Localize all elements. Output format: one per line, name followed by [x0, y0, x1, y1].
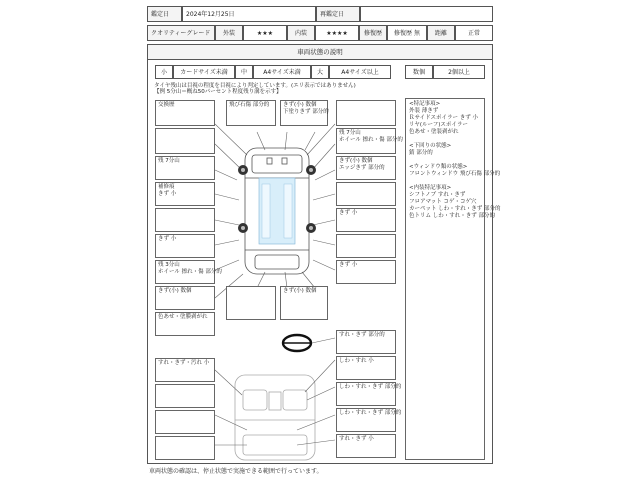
- interior-box-i4: しわ・すれ・きず 部分的: [336, 382, 396, 406]
- damage-box-r6: [336, 234, 396, 258]
- count-label: 数個: [405, 65, 433, 79]
- interior-box-i5: しわ・すれ・きず 部分的: [336, 408, 396, 432]
- damage-box-r3: きず(小) 数個 エッジきず 部分的: [336, 156, 396, 180]
- size-medium-label: 中: [235, 65, 253, 79]
- reappraisal-date-label: 再鑑定日: [316, 6, 360, 22]
- damage-box-l2: [155, 128, 215, 154]
- interior-box-i8: [155, 410, 215, 434]
- exterior-rating: ★★★: [243, 25, 287, 41]
- count-value: 2個以上: [433, 65, 485, 79]
- tire-note-2: 【例 5分山＝概ね50パーセント程度残り溝を示す】: [154, 89, 282, 95]
- interior-box-i1: すれ・きず 部分的: [336, 330, 396, 354]
- damage-box-r1: [336, 100, 396, 126]
- damage-box-l3: 残 7分山: [155, 156, 215, 180]
- damage-box-t1: 飛び石傷 部分的: [226, 100, 276, 126]
- repair-history-label: 修復歴: [359, 25, 387, 41]
- damage-box-l6: きず 小: [155, 234, 215, 258]
- damage-box-t2: きず(小) 数個 下塗りきず 部分的: [280, 100, 328, 126]
- size-large-label: 大: [311, 65, 329, 79]
- damage-box-r5: きず 小: [336, 208, 396, 232]
- exterior-label: 外装: [215, 25, 243, 41]
- damage-box-l9: 色あせ・塗膜剥がれ: [155, 312, 215, 336]
- damage-box-r4: [336, 182, 396, 206]
- remarks-panel: <特記事項> 外装 薄きず Ｒサイドスポイラー きず 小 リヤ(ルーフ)スポイラー 色あせ・塗装剥がれ <下回りの状態> 錆 部分的 <ウィンドウ類の状態> フロントウィンドウ 飛び石傷 部分的 <内装特記事項> シフトノブ すれ・きず フロアマット コゲ・コゲ穴 カーペット しわ・すれ・きず 部分的 色トリム しわ・すれ・きず 部分的: [405, 98, 485, 460]
- size-large-value: A4サイズ以上: [329, 65, 391, 79]
- tire-note-1: タイヤ残山は目視の程度を目視により判定しています。(エリ表示ではありません): [154, 83, 356, 89]
- footer-note: 車両状態の確認は、停止状態で実施できる範囲で行っています。: [149, 468, 323, 475]
- odometer-label: 距離: [427, 25, 455, 41]
- section-title: 車両状態の説明: [147, 44, 493, 60]
- damage-box-b3: きず(小) 数個: [280, 286, 328, 320]
- damage-box-l1: 交換歴: [155, 100, 215, 126]
- interior-box-i2: しわ・すれ 小: [336, 356, 396, 380]
- damage-box-l4: 補修痕 きず 小: [155, 182, 215, 206]
- interior-rating: ★★★★: [315, 25, 359, 41]
- interior-box-i7: [155, 384, 215, 408]
- interior-label: 内装: [287, 25, 315, 41]
- size-small-label: 小: [155, 65, 173, 79]
- reappraisal-date-value: [360, 6, 493, 22]
- damage-box-r7: きず 小: [336, 260, 396, 284]
- damage-box-l5: [155, 208, 215, 232]
- quality-grade-label: クオリティーグレード: [147, 25, 215, 41]
- damage-box-r2: 残 7分山 ホイール 擦れ・傷 部分的: [336, 128, 396, 154]
- damage-box-b1: [226, 286, 276, 320]
- size-small-value: カードサイズ未満: [173, 65, 235, 79]
- interior-box-i6: すれ・きず 小: [336, 434, 396, 458]
- damage-box-l7: 残 3分山 ホイール 擦れ・傷 部分的: [155, 260, 215, 284]
- interior-box-i3: すれ・きず・汚れ 小: [155, 358, 215, 382]
- damage-box-l8: きず(小) 数個: [155, 286, 215, 310]
- odometer-value: 正常: [455, 25, 493, 41]
- interior-box-i9: [155, 436, 215, 460]
- repair-history-value: 修復歴 無: [387, 25, 427, 41]
- appraisal-date-value: 2024年12月25日: [182, 6, 316, 22]
- appraisal-date-label: 鑑定日: [147, 6, 182, 22]
- size-medium-value: A4サイズ未満: [253, 65, 311, 79]
